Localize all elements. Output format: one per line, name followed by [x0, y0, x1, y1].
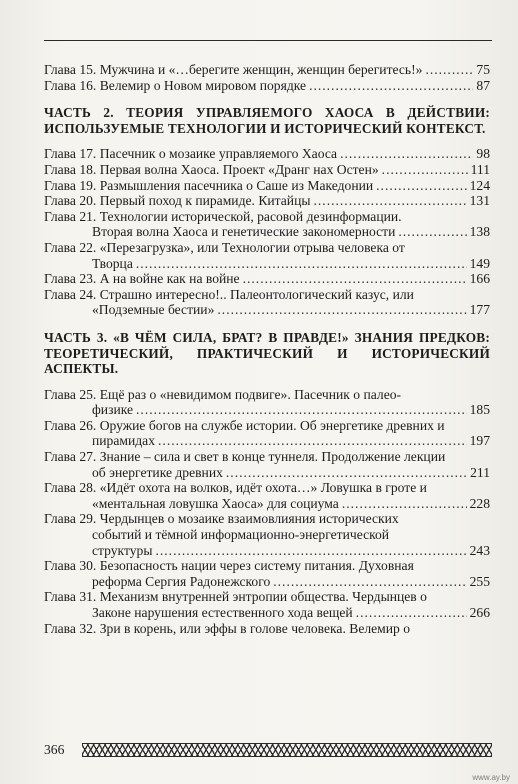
toc-entry [44, 162, 490, 178]
chapter-title-continuation: Законе нарушения естественного хода вещей [92, 605, 353, 620]
toc-entry [44, 193, 490, 209]
table-of-contents [44, 62, 490, 636]
chapter-title-continuation: «ментальная ловушка Хаоса» для социума [92, 495, 339, 511]
toc-entry [44, 271, 490, 287]
chapter-title: Глава 23. А на войне как на войне [44, 271, 240, 287]
chapter-title: Глава 30. Безопасность нации через систему питания. Духовная [44, 558, 414, 574]
leader-dots [376, 178, 466, 194]
page-ref: 197 [469, 433, 490, 449]
page-ref: 98 [476, 146, 490, 162]
toc-entry [44, 589, 490, 620]
page-ref: 266 [469, 605, 490, 620]
leader-dots [425, 62, 473, 78]
toc-entry [44, 209, 490, 240]
chapter-title-continuation: реформа Сергия Радонежского [92, 573, 271, 589]
chapter-title: Глава 27. Знание – сила и свет в конце туннеля. Продолжение лекции [44, 449, 446, 465]
page-ref: 131 [469, 193, 490, 209]
toc-entry [44, 287, 490, 318]
chapter-title: Глава 29. Чердынцев о мозаике взаимовлияния исторических [44, 511, 399, 527]
part-heading-3: ЧАСТЬ 3. «В ЧЁМ СИЛА, БРАТ? В ПРАВДЕ!» ЗНАНИЯ ПРЕДКОВ: ТЕОРЕТИЧЕСКИЙ, ПРАКТИЧЕСКИЙ И ИСТОРИЧЕСКИЙ АСПЕКТЫ. [44, 329, 490, 377]
chapter-title: Глава 26. Оружие богов на службе истории. Об энергетике древних и [44, 417, 445, 433]
page-ref: 185 [469, 402, 490, 418]
page-number: 366 [44, 742, 65, 757]
chapter-title-continuation: Творца [92, 255, 133, 271]
toc-entry [44, 480, 490, 511]
page-ref: 255 [469, 573, 490, 589]
toc-group-part2 [44, 146, 490, 318]
leader-dots [226, 465, 467, 481]
chapter-title: Глава 18. Первая волна Хаоса. Проект «Дранг нах Остен» [44, 161, 379, 177]
page-ref: 87 [476, 77, 490, 93]
leader-dots [273, 574, 466, 590]
page-ref: 75 [476, 62, 490, 77]
page-ref: 111 [470, 161, 490, 177]
chapter-title: Глава 19. Размышления пасечника о Саше из Македонии [44, 177, 374, 193]
page-ref: 124 [469, 177, 490, 193]
chapter-title-continuation: структуры [92, 542, 153, 558]
chapter-title-continuation: «Подземные бестии» [92, 302, 215, 318]
toc-entry [44, 621, 490, 637]
leader-dots [340, 146, 473, 162]
toc-entry [44, 449, 490, 480]
chapter-title: Глава 31. Механизм внутренней энтропии общества. Чердынцев о [44, 589, 427, 605]
page-ref: 166 [469, 271, 490, 287]
chapter-title: Глава 16. Велемир о Новом мировом порядке [44, 77, 307, 93]
toc-entry [44, 178, 490, 194]
chapter-title-continuation: об энергетике древних [92, 464, 223, 480]
chapter-title: Глава 25. Ещё раз о «невидимом подвиге». Пасечник о палео- [44, 386, 402, 402]
chapter-title: Глава 15. Мужчина и «…берегите женщин, женщин берегитесь!» [44, 62, 423, 77]
toc-entry [44, 146, 490, 162]
chapter-title: Глава 22. «Перезагрузка», или Технологии отрыва человека от [44, 239, 405, 255]
leader-dots [342, 496, 467, 512]
leader-dots [314, 193, 467, 209]
page-ref: 243 [469, 542, 490, 558]
toc-entry [44, 418, 490, 449]
toc-group-part3 [44, 387, 490, 637]
chapter-title-continuation: Вторая волна Хаоса и генетические закономерности [92, 224, 396, 240]
page-ref: 177 [469, 302, 490, 318]
chapter-title: Глава 32. Зри в корень, или эффы в голове человека. Велемир о [44, 620, 411, 636]
chapter-title: Глава 20. Первый поход к пирамиде. Китайцы [44, 193, 311, 209]
leader-dots [382, 162, 468, 178]
chapter-title: Глава 28. «Идёт охота на волков, идёт охота…» Ловушка в гроте и [44, 480, 427, 496]
toc-entry [44, 78, 490, 94]
toc-entry [44, 240, 490, 271]
leader-dots [155, 543, 466, 559]
leader-dots [243, 271, 467, 287]
page-footer [44, 742, 492, 758]
leader-dots [398, 224, 466, 240]
chapter-title-continuation: событий и тёмной информационно-энергетической [92, 527, 390, 543]
page-ref: 138 [469, 224, 490, 240]
chapter-title: Глава 21. Технологии исторической, расовой дезинформации. [44, 208, 402, 224]
watermark: www.ay.by [472, 773, 510, 782]
chapter-title-continuation: физике [92, 402, 134, 418]
page-ref: 228 [469, 495, 490, 511]
leader-dots [217, 302, 466, 318]
chapter-title-continuation: пирамидах [92, 433, 156, 449]
toc-entry [44, 62, 490, 78]
toc-group-part1-tail [44, 62, 490, 93]
chapter-title: Глава 24. Страшно интересно!.. Палеонтологический казус, или [44, 286, 414, 302]
header-rule [44, 40, 492, 41]
page-ref: 149 [469, 255, 490, 271]
toc-entry [44, 387, 490, 418]
part-heading-2: ЧАСТЬ 2. ТЕОРИЯ УПРАВЛЯЕМОГО ХАОСА В ДЕЙСТВИИ: ИСПОЛЬЗУЕМЫЕ ТЕХНОЛОГИИ И ИСТОРИЧЕСКИЙ КОНТЕКСТ. [44, 105, 490, 136]
leader-dots [356, 605, 467, 621]
leader-dots [158, 433, 467, 449]
page-ref: 211 [470, 464, 490, 480]
leader-dots [136, 402, 467, 418]
decorative-border [82, 743, 492, 757]
toc-entry [44, 511, 490, 558]
chapter-title: Глава 17. Пасечник о мозаике управляемого Хаоса [44, 146, 338, 162]
leader-dots [309, 78, 473, 94]
toc-entry [44, 558, 490, 589]
leader-dots [136, 256, 467, 272]
